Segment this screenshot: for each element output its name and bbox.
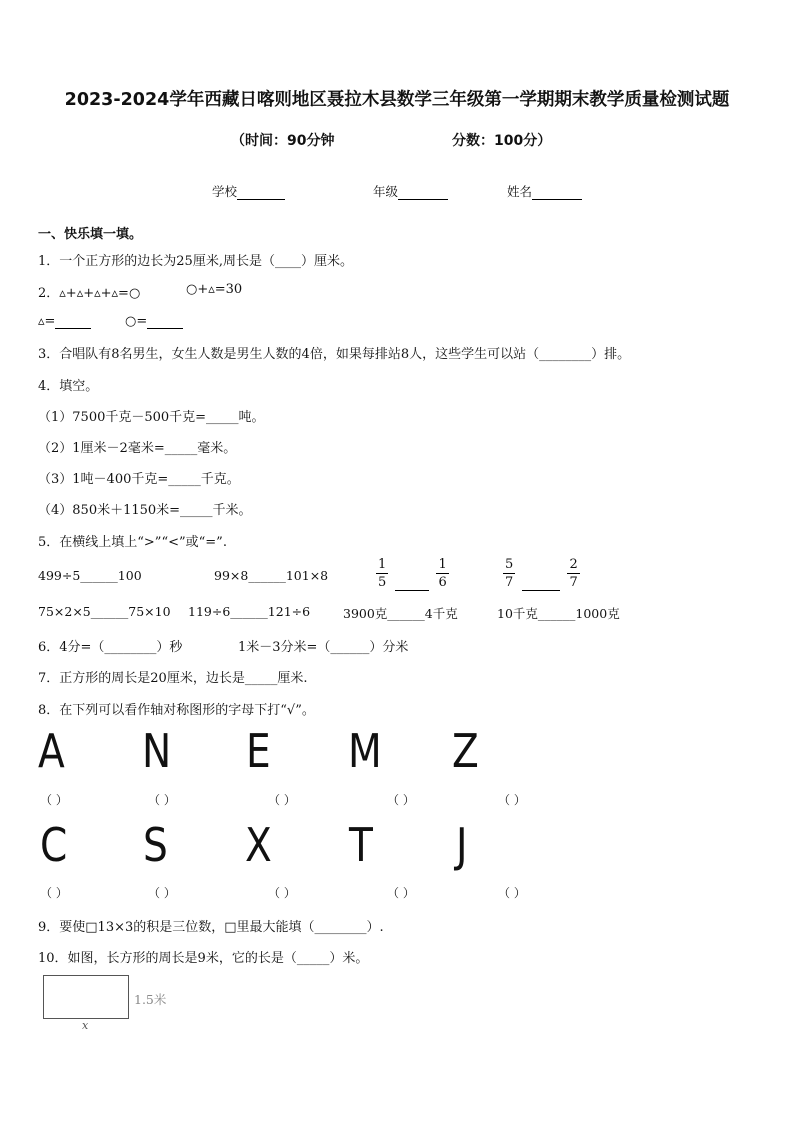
question-2-line1a: 2．▵+▵+▵+▵=○	[38, 286, 141, 301]
question-2-line2a	[38, 314, 91, 329]
section-heading: 一、快乐填一填。	[38, 227, 143, 242]
fraction: $\frac{5}{7}$	[505, 557, 514, 590]
school-blank[interactable]	[237, 187, 285, 200]
question-6b: 1米－3分米=（______）分米	[238, 640, 409, 655]
letter-m: M	[348, 724, 382, 778]
letter-s: S	[143, 818, 168, 872]
time-label: （时间：90分钟	[231, 133, 335, 149]
answer-paren[interactable]: （ ）	[40, 886, 68, 900]
page-title: 2023-2024学年西藏日喀则地区聂拉木县数学三年级第一学期期末教学质量检测试题	[64, 90, 730, 110]
question-2-line1b: ○+▵=30	[186, 282, 243, 297]
question-3: 3．合唱队有8名男生，女生人数是男生人数的4倍，如果每排站8人，这些学生可以站（________）排。	[38, 347, 631, 362]
q5-compare-3: 75×2×5______75×10	[38, 604, 171, 619]
answer-paren[interactable]: （ ）	[387, 886, 415, 900]
q5-fraction-compare-2	[503, 556, 580, 591]
question-4-item: （3）1吨－400千克=_____千克。	[38, 472, 240, 487]
triangle-answer-label: ▵=	[38, 314, 56, 329]
fraction-blank[interactable]	[395, 572, 429, 591]
grade-field	[373, 182, 448, 200]
q5-fraction-compare-1	[376, 556, 449, 591]
answer-paren[interactable]: （ ）	[148, 886, 176, 900]
q5-compare-4: 119÷6______121÷6	[188, 604, 311, 619]
question-9: 9．要使□13×3的积是三位数，□里最大能填（________）.	[38, 920, 384, 935]
fraction-blank[interactable]	[522, 572, 560, 591]
circle-answer-blank[interactable]	[147, 316, 183, 329]
letter-n: N	[142, 724, 172, 778]
question-10: 10．如图，长方形的周长是9米，它的长是（_____）米。	[38, 951, 369, 966]
answer-paren[interactable]: （ ）	[148, 793, 176, 807]
letter-a: A	[38, 724, 65, 778]
grade-label: 年级	[373, 184, 399, 199]
name-label: 姓名	[507, 184, 533, 199]
name-blank[interactable]	[532, 187, 582, 200]
question-4-item: （2）1厘米－2毫米=_____毫米。	[38, 441, 237, 456]
q5-compare-5: 3900克______4千克	[343, 606, 458, 621]
answer-paren[interactable]: （ ）	[498, 793, 526, 807]
answer-paren[interactable]: （ ）	[387, 793, 415, 807]
letter-e: E	[246, 724, 271, 778]
school-label: 学校	[212, 184, 238, 199]
q5-compare-1: 499÷5______100	[38, 568, 142, 583]
answer-paren[interactable]: （ ）	[40, 793, 68, 807]
question-4-item: （1）7500千克－500千克=_____吨。	[38, 410, 265, 425]
school-field	[212, 182, 285, 200]
q5-compare-2: 99×8______101×8	[214, 568, 329, 583]
circle-answer-label: ○=	[125, 314, 148, 329]
letter-z: Z	[452, 724, 479, 778]
fraction: $\frac{1}{5}$	[378, 557, 387, 590]
answer-paren[interactable]: （ ）	[498, 886, 526, 900]
letter-j: J	[456, 818, 468, 872]
q5-compare-6: 10千克______1000克	[497, 606, 620, 621]
question-4-item: （4）850米＋1150米=_____千米。	[38, 503, 252, 518]
rectangle-bottom-label: x	[82, 1019, 89, 1032]
rectangle-figure	[43, 975, 129, 1019]
letter-c: C	[40, 818, 68, 872]
rectangle-side-label: 1.5米	[134, 992, 167, 1007]
question-7: 7．正方形的周长是20厘米，边长是_____厘米.	[38, 671, 308, 686]
score-label: 分数：100分）	[452, 133, 552, 149]
question-6a: 6．4分=（________）秒	[38, 640, 183, 655]
answer-paren[interactable]: （ ）	[268, 886, 296, 900]
name-field	[507, 182, 582, 200]
question-5: 5．在横线上填上“>”“<”或“=”.	[38, 535, 227, 550]
question-4: 4．填空。	[38, 379, 99, 394]
letter-x: X	[245, 818, 272, 872]
question-8: 8．在下列可以看作轴对称图形的字母下打“√”。	[38, 703, 315, 718]
question-1: 1．一个正方形的边长为25厘米,周长是（____）厘米。	[38, 254, 353, 269]
fraction: $\frac{2}{7}$	[569, 557, 578, 590]
answer-paren[interactable]: （ ）	[268, 793, 296, 807]
fraction: $\frac{1}{6}$	[438, 557, 447, 590]
triangle-answer-blank[interactable]	[55, 316, 91, 329]
grade-blank[interactable]	[398, 187, 448, 200]
letter-t: T	[349, 818, 373, 872]
question-2-line2b	[125, 314, 183, 329]
